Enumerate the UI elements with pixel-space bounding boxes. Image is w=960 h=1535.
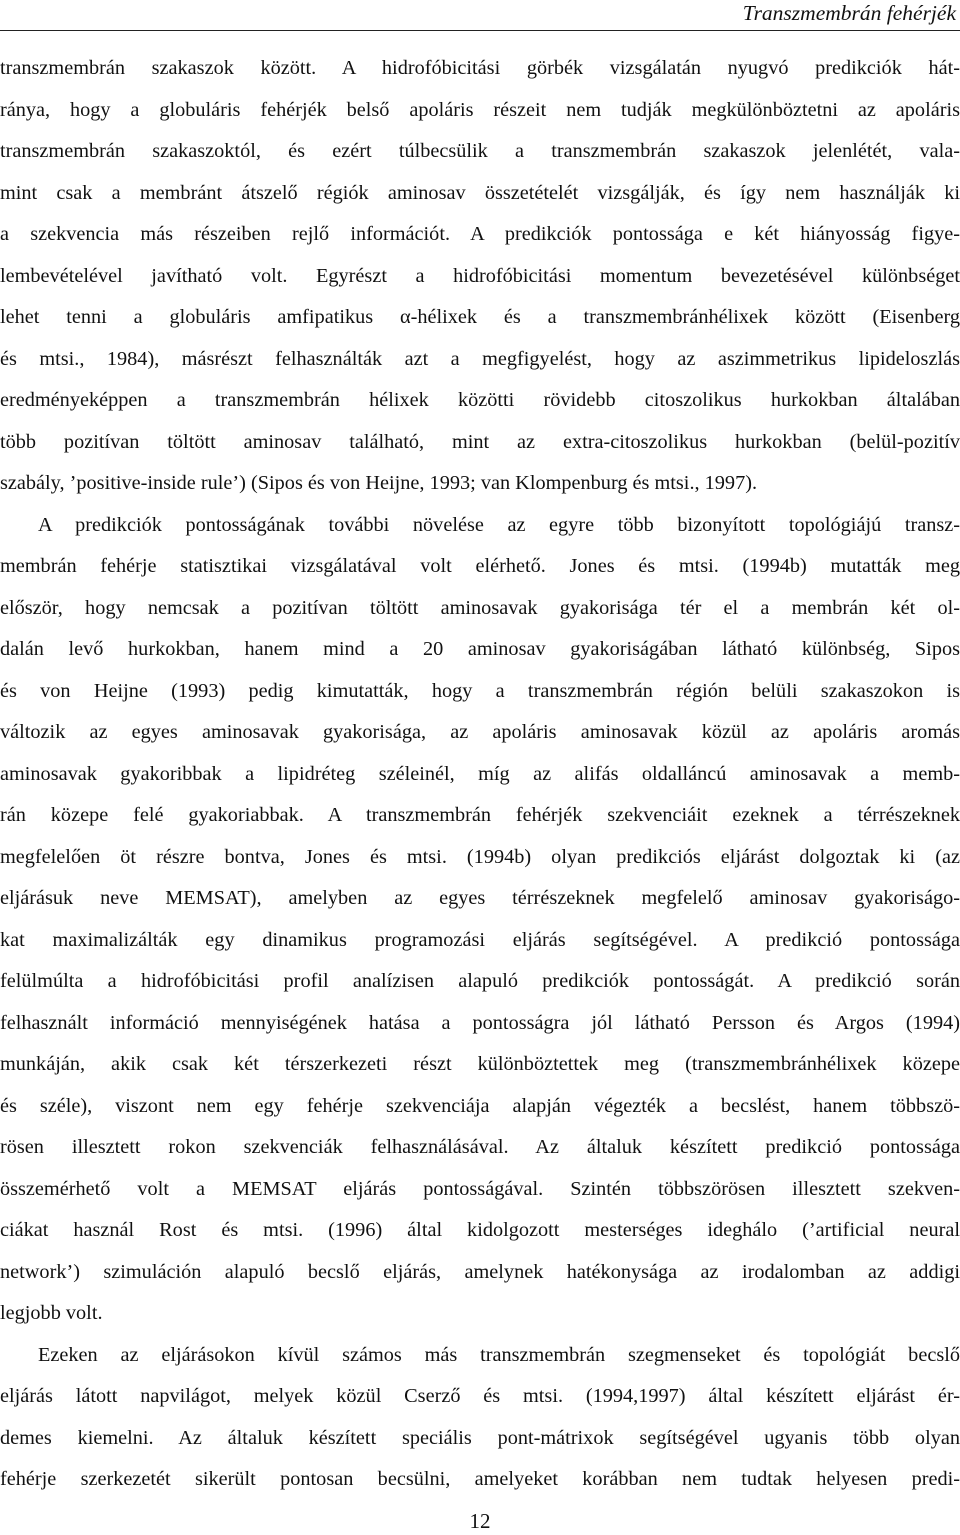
text-line: összemérhető volt a MEMSAT eljárás pontosságával. Szintén többszörösen illesztett szekven- — [0, 1177, 960, 1200]
text-line: legjobb volt. — [0, 1302, 103, 1324]
text-line: változik az egyes aminosavak gyakorisága, az apoláris aminosavak közül az apoláris aromás — [0, 721, 960, 743]
text-line: mint csak a membránt átszelő régiók aminosav összetételét vizsgálják, és így nem használják ki — [0, 181, 960, 204]
text-line: ránya, hogy a globuláris fehérjék belső apoláris részeit nem tudják megkülönböztetni az apoláris — [0, 98, 960, 121]
text-line: szabály, ’positive-inside rule’) (Sipos és von Heijne, 1993; van Klompenburg és mtsi., 1997). — [0, 472, 758, 494]
header-rule — [0, 30, 960, 31]
text-line: több pozitívan töltött aminosav található, mint az extra-citoszolikus hurkokban (belül-pozitív — [0, 430, 960, 453]
text-line: eredményeképpen a transzmembrán hélixek közötti rövidebb citoszolikus hurkokban általában — [0, 389, 960, 411]
text-line: eljárásuk neve MEMSAT), amelyben az egyes térrészeknek megfelelő aminosav gyakoriságo- — [0, 887, 960, 909]
text-line: a szekvencia más részeiben rejlő információt. A predikciók pontossága e két hiányosság figye- — [0, 223, 960, 245]
text-line: és mtsi., 1984), másrészt felhasználták azt a megfigyelést, hogy az aszimmetrikus lipideloszlás — [0, 347, 960, 370]
text-line: fehérje szerkezetét sikerült pontosan becsülni, amelyeket korábban nem tudtak helyesen predi- — [0, 1468, 960, 1490]
paragraph-start-line: Ezeken az eljárásokon kívül számos más transzmembrán szegmenseket és topológiát becslő — [38, 1343, 960, 1366]
running-header — [0, 0, 960, 32]
running-title: Transzmembrán fehérjék — [742, 1, 956, 25]
body-text — [0, 48, 960, 1501]
text-line: transzmembrán szakaszoktól, és ezért túlbecsülik a transzmembrán szakaszok jelenlétét, vala- — [0, 140, 960, 162]
text-line: ciákat használ Rost és mtsi. (1996) által kidolgozott mesterséges ideghálo (’artificial neural — [0, 1219, 960, 1241]
text-line: felülmúlta a hidrofóbicitási profil analízisen alapuló predikciók pontosságát. A predikció során — [0, 970, 960, 992]
text-line: munkáján, akik csak két térszerkezeti részt különböztettek meg (transzmembránhélixek közepe — [0, 1053, 960, 1075]
text-line: aminosavak gyakoribbak a lipidréteg széleinél, míg az alifás oldalláncú aminosavak a memb- — [0, 762, 960, 785]
text-line: kat maximalizálták egy dinamikus programozási eljárás segítségével. A predikció pontossága — [0, 928, 960, 951]
text-line: network’) szimuláción alapuló becslő eljárás, amelynek hatékonysága az irodalomban az addigi — [0, 1260, 960, 1283]
text-line: megfelelően öt részre bontva, Jones és mtsi. (1994b) olyan predikciós eljárást dolgoztak ki (az — [0, 845, 960, 868]
text-line: először, hogy nemcsak a pozitívan töltött aminosavak gyakorisága tér el a membrán két ol- — [0, 596, 960, 619]
text-line: dalán levő hurkokban, hanem mind a 20 aminosav gyakoriságában látható különbség, Sipos — [0, 638, 960, 660]
text-line: és széle), viszont nem egy fehérje szekvenciája alapján végezték a becslést, hanem többszö- — [0, 1094, 960, 1117]
text-line: lembevételével javítható volt. Egyrészt a hidrofóbicitási momentum bevezetésével különbséget — [0, 264, 960, 287]
text-line: transzmembrán szakaszok között. A hidrofóbicitási görbék vizsgálatán nyugvó predikciók hát- — [0, 57, 960, 79]
page-number: 12 — [469, 1509, 491, 1533]
paragraph-start-line: A predikciók pontosságának további növelése az egyre több bizonyított topológiájú transz- — [38, 513, 960, 536]
text-line: felhasznált információ mennyiségének hatása a pontosságra jól látható Persson és Argos (1994) — [0, 1011, 960, 1034]
text-line: rösen illesztett rokon szekvenciák felhasználásával. Az általuk készített predikció pontossága — [0, 1136, 960, 1158]
text-line: és von Heijne (1993) pedig kimutatták, hogy a transzmembrán régión belüli szakaszokon is — [0, 679, 960, 702]
text-line: lehet tenni a globuláris amfipatikus α-hélixek és a transzmembránhélixek között (Eisenberg — [0, 306, 960, 328]
text-line: eljárás látott napvilágot, melyek közül Cserző és mtsi. (1994,1997) által készített eljárást ér- — [0, 1385, 960, 1407]
text-line: membrán fehérje statisztikai vizsgálatával volt elérhető. Jones és mtsi. (1994b) mutatták meg — [0, 555, 960, 577]
text-line: demes kiemelni. Az általuk készített speciális pont-mátrixok segítségével ugyanis több olyan — [0, 1426, 960, 1449]
text-line: rán közepe felé gyakoriabbak. A transzmembrán fehérjék szekvenciáit ezeknek a térrészeknek — [0, 804, 960, 826]
